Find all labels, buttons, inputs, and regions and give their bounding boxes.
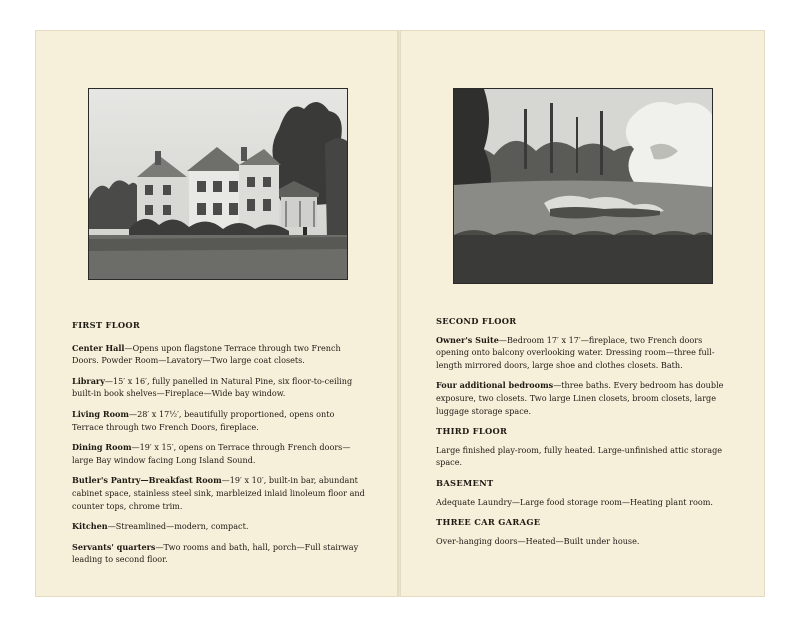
entry-text: —19′ x 10′, built-in bar, abundant cabinet space, stainless steel sink, marbleized inlaid linoleum floor and counter tops, chrome trim. xyxy=(72,475,365,511)
entry-text: —Bedroom 17′ x 17′—fireplace, two French doors opening onto balcony overlooking water. Dressing room—three full-length mirrored doors, large shoe and clothes closets. Bath. xyxy=(436,334,715,370)
entry-center-hall xyxy=(72,342,368,367)
third-floor-text: Large finished play-room, fully heated. Large-unfinished attic storage space. xyxy=(436,444,723,468)
left-page xyxy=(35,30,398,597)
upper-floors-section xyxy=(436,315,736,555)
entry-text: —15′ x 16′, fully panelled in Natural Pine, six floor-to-ceiling built-in book shelves—Fireplace—Wide bay window. xyxy=(72,375,353,399)
entry-living-room xyxy=(72,408,368,433)
entry-text: —Two rooms and bath, hall, porch—Full stairway leading to second floor. xyxy=(72,541,359,565)
entry-additional-bedrooms xyxy=(436,379,736,417)
entry-title: Kitchen xyxy=(72,521,108,532)
entry-dining-room xyxy=(72,441,368,466)
entry-title: Four additional bedrooms xyxy=(436,380,554,391)
house-exterior-photo xyxy=(88,88,348,280)
entry-title: Library xyxy=(72,375,105,386)
right-page xyxy=(400,30,765,597)
entry-title: Living Room xyxy=(72,408,129,419)
first-floor-heading: FIRST FLOOR xyxy=(72,320,141,330)
entry-text: —19′ x 15′, opens on Terrace through French doors—large Bay window facing Long Island Sound. xyxy=(72,442,351,465)
entry-butlers-pantry xyxy=(72,474,368,512)
third-floor-heading: THIRD FLOOR xyxy=(436,426,508,437)
entry-title: Dining Room xyxy=(72,442,132,453)
entry-library xyxy=(72,375,368,400)
entry-title: Center Hall xyxy=(72,342,125,353)
first-floor-section xyxy=(72,319,368,574)
garage-heading: THREE CAR GARAGE xyxy=(436,517,541,528)
garden-lawn-photo xyxy=(453,88,713,284)
entry-title: Butler's Pantry—Breakfast Room xyxy=(72,475,222,486)
entry-text: —28′ x 17½′, beautifully proportioned, opens onto Terrace through two French Doors, fireplace. xyxy=(72,408,335,432)
entry-title: Owner's Suite xyxy=(436,334,499,345)
entry-servants-quarters xyxy=(72,541,368,566)
entry-owners-suite xyxy=(436,334,736,372)
entry-text: —three baths. Every bedroom has double exposure, two closets. Two large Linen closets, broom closets, large luggage storage space. xyxy=(436,380,724,416)
second-floor-heading: SECOND FLOOR xyxy=(436,316,517,326)
entry-text: —Streamlined—modern, compact. xyxy=(107,521,249,532)
basement-text: Adequate Laundry—Large food storage room—Heating plant room. xyxy=(436,496,713,507)
entry-kitchen xyxy=(72,520,368,533)
entry-title: Servants' quarters xyxy=(72,541,156,552)
entry-text: —Opens upon flagstone Terrace through two French Doors. Powder Room—Lavatory—Two large coat closets. xyxy=(72,342,341,366)
garage-text: Over-hanging doors—Heated—Built under house. xyxy=(436,535,640,546)
basement-heading: BASEMENT xyxy=(436,477,494,488)
